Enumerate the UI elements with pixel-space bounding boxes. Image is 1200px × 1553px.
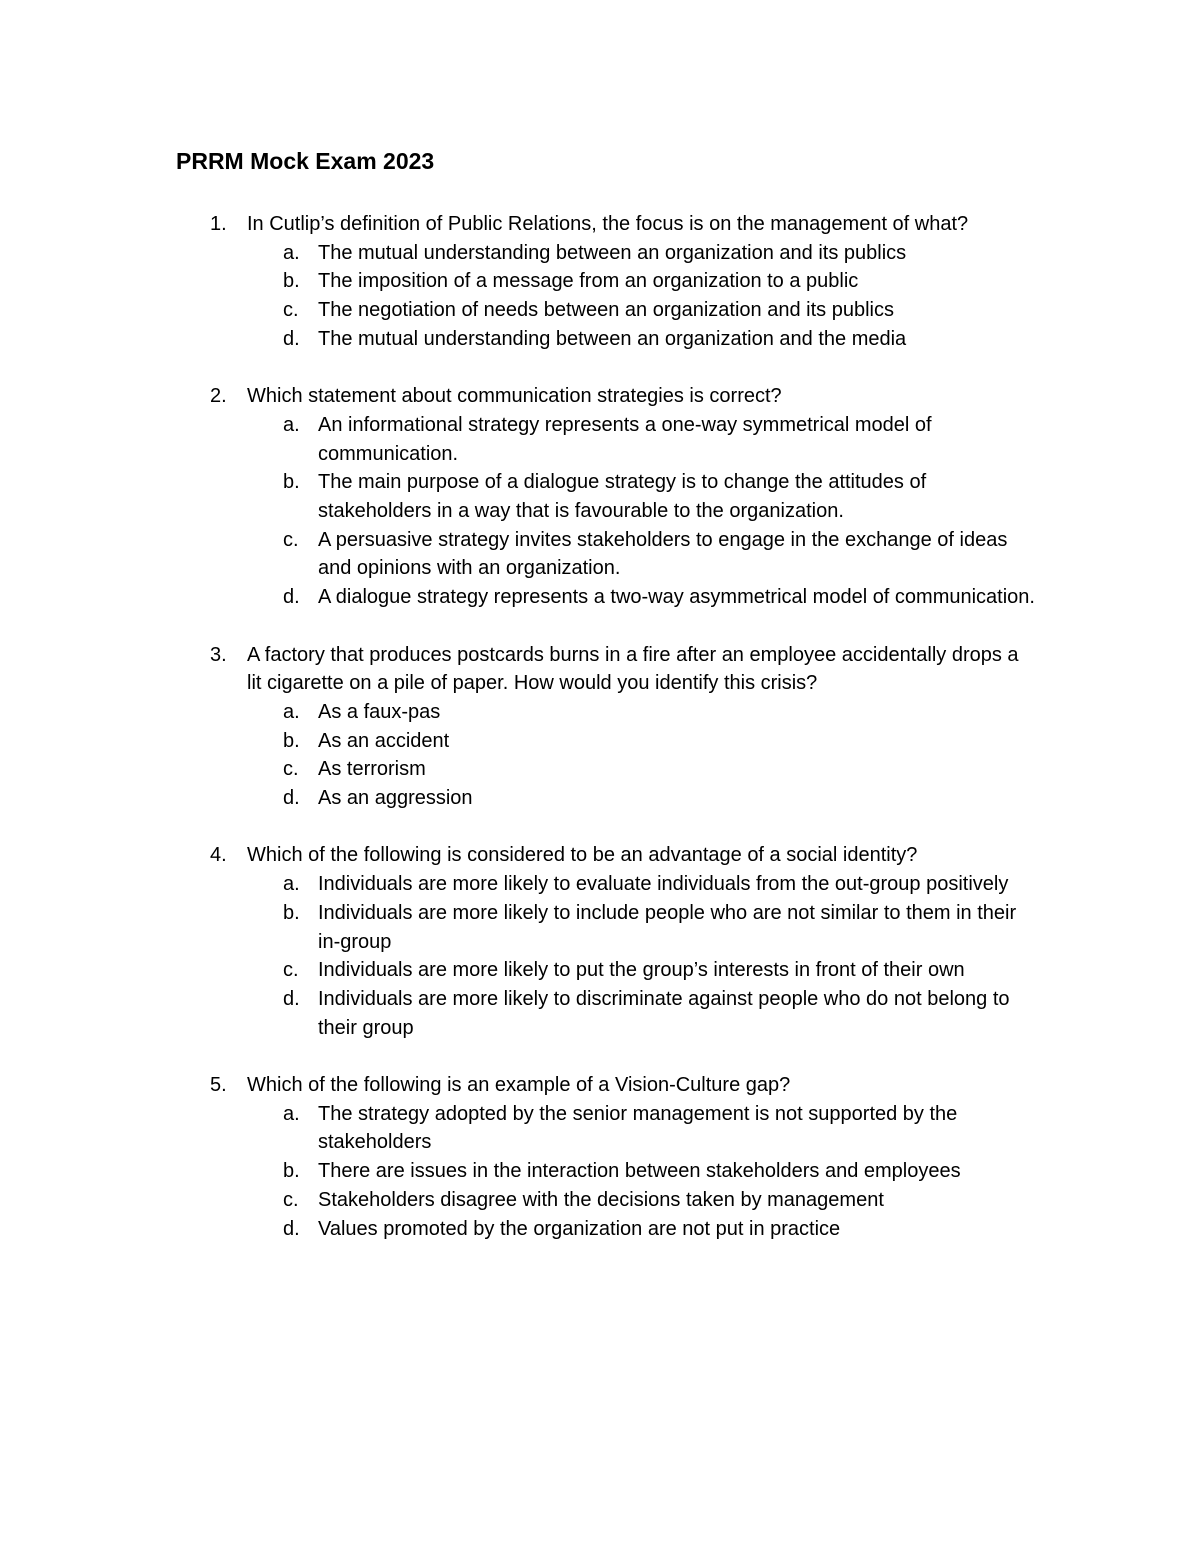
option-d — [247, 784, 1036, 813]
question-2 — [176, 382, 1036, 612]
option-text: Individuals are more likely to evaluate individuals from the out-group positively — [318, 873, 1009, 896]
option-text: As terrorism — [318, 758, 426, 781]
option-b — [247, 267, 1036, 296]
option-letter: b. — [283, 471, 300, 494]
question-1 — [176, 210, 1036, 354]
option-text: The mutual understanding between an organization and its publics — [318, 241, 907, 264]
answer-options — [247, 239, 1036, 354]
question-text: Which of the following is considered to be an advantage of a social identity? — [247, 844, 918, 867]
option-a — [247, 698, 1036, 727]
option-c — [247, 1186, 1036, 1215]
option-d — [247, 1215, 1036, 1244]
option-text: Individuals are more likely to include people who are not similar to them in their in-group — [318, 901, 1017, 953]
option-text: An informational strategy represents a one-way symmetrical model of communication. — [318, 413, 932, 465]
answer-options — [247, 698, 1036, 813]
option-d — [247, 325, 1036, 354]
page-title: PRRM Mock Exam 2023 — [176, 148, 435, 174]
option-b — [247, 1157, 1036, 1186]
option-text: There are issues in the interaction between stakeholders and employees — [318, 1160, 961, 1183]
question-list — [176, 210, 1036, 1243]
option-text: The negotiation of needs between an organization and its publics — [318, 299, 894, 322]
option-letter: a. — [283, 413, 300, 436]
option-text: Individuals are more likely to discriminate against people who do not belong to their group — [318, 987, 1010, 1039]
option-c — [247, 296, 1036, 325]
answer-options — [247, 1100, 1036, 1244]
option-text: Individuals are more likely to put the group’s interests in front of their own — [318, 959, 965, 982]
option-text: Values promoted by the organization are not put in practice — [318, 1217, 841, 1240]
option-b — [247, 468, 1036, 525]
answer-options — [247, 411, 1036, 612]
option-d — [247, 985, 1036, 1042]
option-a — [247, 239, 1036, 268]
option-letter: b. — [283, 270, 300, 293]
option-text: As an aggression — [318, 787, 473, 810]
question-text: Which statement about communication strategies is correct? — [247, 385, 782, 408]
option-a — [247, 411, 1036, 468]
option-text: As a faux-pas — [318, 700, 441, 723]
question-text: In Cutlip’s definition of Public Relations, the focus is on the management of what? — [247, 213, 969, 235]
option-letter: b. — [283, 1160, 300, 1183]
option-d — [247, 583, 1036, 612]
option-b — [247, 899, 1036, 956]
option-text: The main purpose of a dialogue strategy is to change the attitudes of stakeholders in a way that is favourable to the organization. — [318, 471, 927, 523]
option-letter: c. — [283, 959, 299, 982]
question-4 — [176, 841, 1036, 1042]
option-letter: c. — [283, 758, 299, 781]
option-text: The mutual understanding between an organization and the media — [318, 327, 907, 350]
option-c — [247, 755, 1036, 784]
question-number: 4. — [210, 844, 227, 867]
option-letter: b. — [283, 729, 300, 752]
option-letter: c. — [283, 299, 299, 322]
option-a — [247, 870, 1036, 899]
option-letter: d. — [283, 787, 300, 810]
option-letter: b. — [283, 901, 300, 924]
option-c — [247, 526, 1036, 583]
option-a — [247, 1100, 1036, 1157]
option-text: A dialogue strategy represents a two-way asymmetrical model of communication. — [318, 586, 1035, 609]
option-text: The strategy adopted by the senior management is not supported by the stakeholders — [318, 1102, 958, 1154]
question-text: Which of the following is an example of a Vision-Culture gap? — [247, 1074, 791, 1097]
question-text: A factory that produces postcards burns in a fire after an employee accidentally drops a lit cigarette on a pile of paper. How would you identify this crisis? — [247, 643, 1019, 695]
option-letter: d. — [283, 1217, 300, 1240]
question-number: 3. — [210, 643, 227, 666]
question-number: 5. — [210, 1074, 227, 1097]
option-letter: c. — [283, 1188, 299, 1211]
question-3 — [176, 641, 1036, 813]
option-letter: d. — [283, 586, 300, 609]
option-text: The imposition of a message from an organization to a public — [318, 270, 859, 293]
option-text: As an accident — [318, 729, 450, 752]
option-letter: d. — [283, 987, 300, 1010]
question-5 — [176, 1071, 1036, 1243]
question-number: 1. — [210, 213, 227, 235]
question-number: 2. — [210, 385, 227, 408]
option-letter: a. — [283, 1102, 300, 1125]
option-text: Stakeholders disagree with the decisions taken by management — [318, 1188, 884, 1211]
option-letter: a. — [283, 700, 300, 723]
option-c — [247, 956, 1036, 985]
option-b — [247, 727, 1036, 756]
option-letter: a. — [283, 241, 300, 264]
option-letter: d. — [283, 327, 300, 350]
option-letter: c. — [283, 528, 299, 551]
option-text: A persuasive strategy invites stakeholders to engage in the exchange of ideas and opinions with an organization. — [318, 528, 1008, 580]
option-letter: a. — [283, 873, 300, 896]
answer-options — [247, 870, 1036, 1042]
